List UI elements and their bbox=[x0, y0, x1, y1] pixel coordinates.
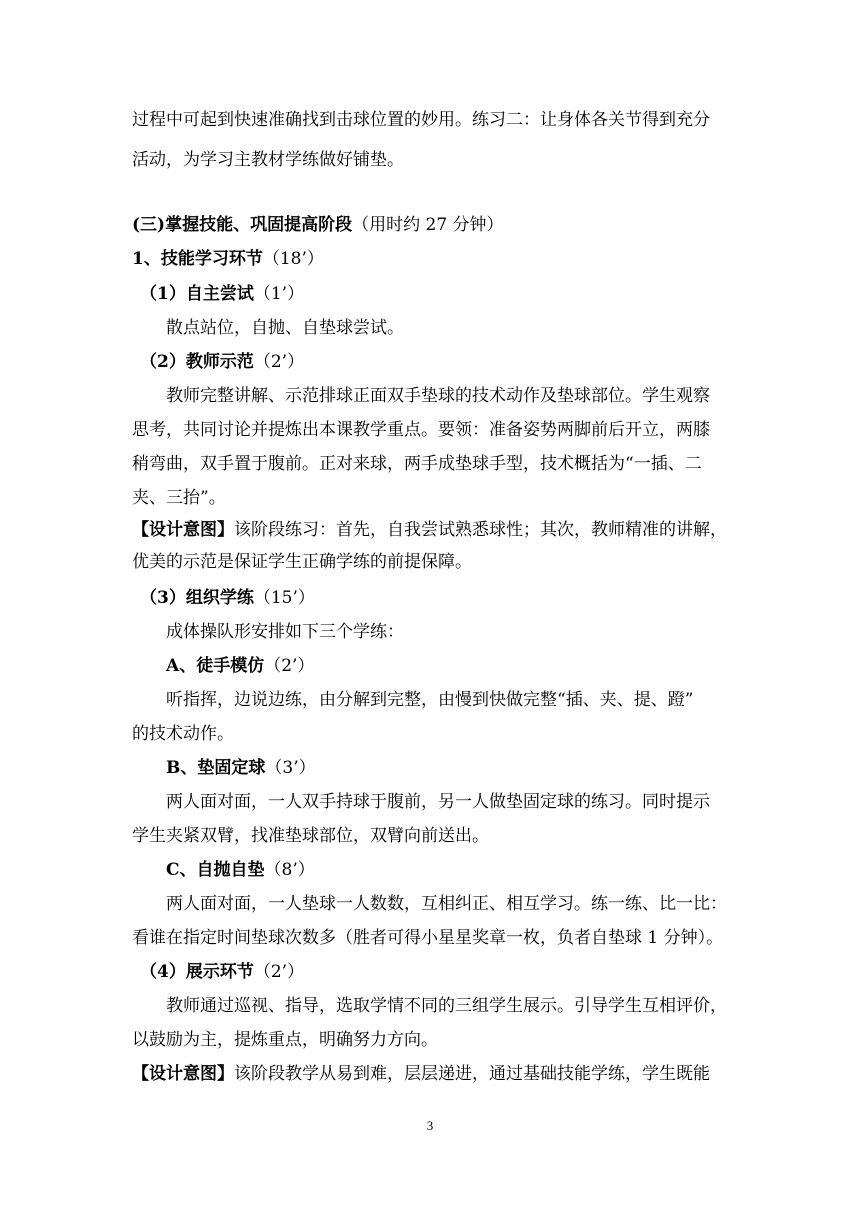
paragraph-line: 教师通过巡视、指导，选取学情不同的三组学生展示。引导学生互相评价， bbox=[166, 996, 727, 1016]
subsection-heading: 1、技能学习环节（18’） bbox=[132, 249, 324, 269]
paragraph-line: 两人面对面，一人双手持球于腹前，另一人做垫固定球的练习。同时提示 bbox=[166, 792, 710, 812]
item-heading: A、徒手模仿（2’） bbox=[166, 656, 315, 676]
section-heading: (三)掌握技能、巩固提高阶段（用时约 27 分钟） bbox=[132, 215, 504, 235]
item-heading: （3）组织学练（15’） bbox=[140, 588, 315, 608]
item-heading: B、垫固定球（3’） bbox=[166, 758, 316, 778]
paragraph-line: 散点站位，自抛、自垫球尝试。 bbox=[166, 318, 404, 338]
paragraph-line: 思考，共同讨论并提炼出本课教学重点。要领：准备姿势两脚前后开立，两膝 bbox=[132, 420, 710, 440]
paragraph-line: 稍弯曲，双手置于腹前。正对来球，两手成垫球手型，技术概括为“一插、二 bbox=[132, 454, 702, 474]
item-heading: （1）自主尝试（1’） bbox=[140, 284, 305, 304]
paragraph-line: 听指挥，边说边练，由分解到完整，由慢到快做完整“插、夹、提、蹬” bbox=[166, 690, 694, 710]
paragraph-line: 以鼓励为主，提炼重点，明确努力方向。 bbox=[132, 1030, 438, 1050]
paragraph-line: 活动，为学习主教材学练做好铺垫。 bbox=[132, 150, 404, 170]
page-number: 3 bbox=[426, 1118, 434, 1133]
paragraph-line: 学生夹紧双臂，找准垫球部位，双臂向前送出。 bbox=[132, 826, 489, 846]
paragraph-line: 的技术动作。 bbox=[132, 724, 234, 744]
item-heading: C、自抛自垫（8’） bbox=[166, 860, 315, 880]
paragraph-line: 过程中可起到快速准确找到击球位置的妙用。练习二：让身体各关节得到充分 bbox=[132, 110, 710, 130]
item-heading: （4）展示环节（2’） bbox=[140, 962, 305, 982]
paragraph-line: 成体操队形安排如下三个学练： bbox=[166, 622, 404, 642]
paragraph-line: 两人面对面，一人垫球一人数数，互相纠正、相互学习。练一练、比一比： bbox=[166, 894, 727, 914]
paragraph-line: 优美的示范是保证学生正确学练的前提保障。 bbox=[132, 552, 472, 572]
design-intent: 【设计意图】该阶段教学从易到难，层层递进，通过基础技能学练，学生既能 bbox=[132, 1064, 710, 1084]
design-intent: 【设计意图】该阶段练习：首先，自我尝试熟悉球性；其次，教师精准的讲解， bbox=[132, 520, 727, 540]
item-heading: （2）教师示范（2’） bbox=[140, 352, 305, 372]
paragraph-line: 看谁在指定时间垫球次数多（胜者可得小星星奖章一枚，负者自垫球 1 分钟）。 bbox=[132, 928, 724, 948]
paragraph-line: 教师完整讲解、示范排球正面双手垫球的技术动作及垫球部位。学生观察 bbox=[166, 386, 710, 406]
paragraph-line: 夹、三抬”。 bbox=[132, 488, 226, 508]
